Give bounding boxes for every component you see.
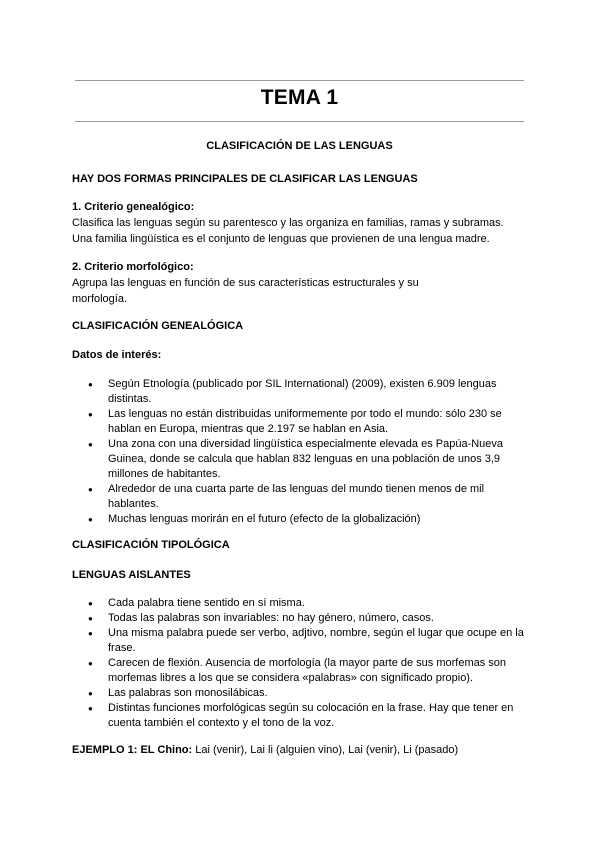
title-bottom-rule [75,121,524,122]
criterion-morphological-line: morfología. [72,293,128,305]
list-item: ● Carecen de flexión. Ausencia de morfología (la mayor parte de sus morfemas son morfemas libres a los que se considera «palabras» con significado propio). [72,656,527,686]
list-item: ● Las palabras son monosilábicas. [72,686,527,701]
criterion-genealogical [72,199,527,247]
criterion-genealogical-line: Clasifica las lenguas según su parentesco y las organiza en familias, ramas y subramas. [72,217,504,229]
criterion-morphological [72,259,527,307]
example-1 [72,742,527,758]
example-1-text: Lai (venir), Lai li (alguien vino), Lai (venir), Li (pasado) [192,744,459,756]
isolating-languages-heading: LENGUAS AISLANTES [72,569,191,581]
data-of-interest-heading: Datos de interés: [72,349,162,361]
list-item: ● Todas las palabras son invariables: no hay género, número, casos. [72,611,527,626]
list-item: ● Muchas lenguas morirán en el futuro (efecto de la globalización) [72,512,527,527]
criterion-morphological-heading: 2. Criterio morfológico: [72,261,194,273]
list-item: ● Las lenguas no están distribuidas uniformemente por todo el mundo: sólo 230 se hablan en Europa, mientras que 2.197 se hablan en Asia. [72,407,527,437]
typological-heading: CLASIFICACIÓN TIPOLÓGICA [72,539,230,551]
list-item: ● Alrededor de una cuarta parte de las lenguas del mundo tienen menos de mil hablantes. [72,482,527,512]
criterion-morphological-line: Agrupa las lenguas en función de sus características estructurales y su [72,277,419,289]
example-1-label: EJEMPLO 1: EL Chino: [72,744,193,756]
list-item: ● Cada palabra tiene sentido en sí misma. [72,596,527,611]
isolating-bullet-list [72,596,527,731]
list-item: ● Distintas funciones morfológicas según su colocación en la frase. Hay que tener en cuenta también el contexto y el tono de la voz. [72,701,527,731]
criterion-genealogical-heading: 1. Criterio genealógico: [72,201,195,213]
genealogical-heading: CLASIFICACIÓN GENEALÓGICA [72,320,244,332]
genealogical-bullet-list [72,377,527,527]
section-subtitle: CLASIFICACIÓN DE LAS LENGUAS [206,140,393,152]
list-item: ● Según Etnología (publicado por SIL International) (2009), existen 6.909 lenguas distintas. [72,377,527,407]
intro-heading: HAY DOS FORMAS PRINCIPALES DE CLASIFICAR LAS LENGUAS [72,173,418,185]
title-top-rule [75,80,524,81]
criterion-genealogical-line: Una familia lingüística es el conjunto de lenguas que provienen de una lengua madre. [72,233,490,245]
list-item: ● Una misma palabra puede ser verbo, adjtivo, nombre, según el lugar que ocupe en la frase. [72,626,527,656]
page-title: TEMA 1 [260,86,339,109]
list-item: ● Una zona con una diversidad lingüística especialmente elevada es Papúa-Nueva Guinea, donde se calcula que hablan 832 lenguas en una población de unos 3,9 millones de habitantes. [72,437,527,482]
